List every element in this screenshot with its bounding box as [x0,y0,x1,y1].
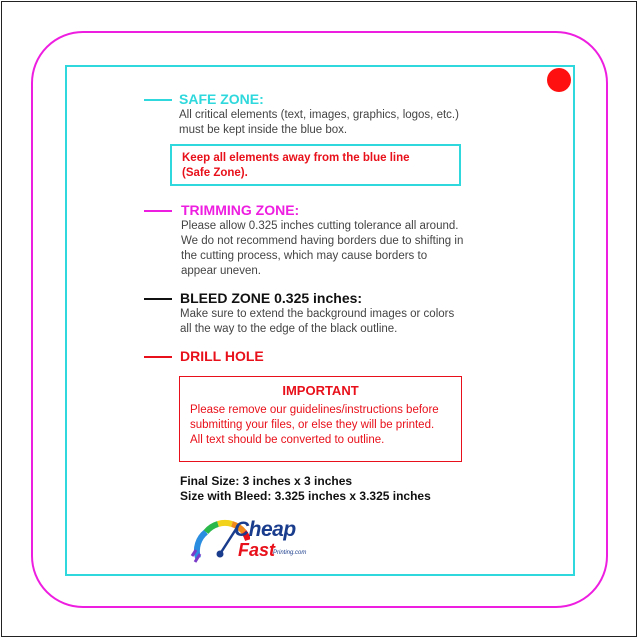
safe-zone-note-box [170,144,461,186]
safe-zone-description: All critical elements (text, images, graphics, logos, etc.) must be kept inside the blue box. [179,109,459,136]
final-size: Final Size: 3 inches x 3 inches [180,474,353,488]
drill-hole-title: DRILL HOLE [180,348,264,364]
bleed-size: Size with Bleed: 3.325 inches x 3.325 inches [180,489,431,503]
bleed-zone-legend-line [144,298,172,300]
drill-hole-marker [547,68,571,92]
logo-word-cheap: Cheap [234,518,296,541]
safe-zone-title: SAFE ZONE: [179,91,264,107]
important-description: Please remove our guidelines/instructions before submitting your files, or else they will be printed. All text should be converted to outline. [190,404,439,446]
trimming-zone-legend-line [144,210,172,212]
trimming-zone-description: Please allow 0.325 inches cutting tolerance all around. We do not recommend having borders due to shifting in the cutting process, which may cause borders to appear uneven. [181,220,464,277]
drill-hole-legend-line [144,356,172,358]
important-notice-box [179,376,462,462]
logo-word-fast: Fast [238,540,276,560]
trimming-zone-title: TRIMMING ZONE: [181,202,300,218]
size-info [180,474,431,504]
company-logo [190,510,320,570]
safe-zone-legend-line [144,99,172,101]
bleed-zone-title: BLEED ZONE 0.325 inches: [180,290,363,306]
logo-word-printing: Printing.com [273,550,307,556]
safe-zone-note: Keep all elements away from the blue line (Safe Zone). [182,152,410,179]
important-title: IMPORTANT [282,383,359,398]
bleed-zone-description: Make sure to extend the background images or colors all the way to the edge of the black outline. [180,308,455,335]
